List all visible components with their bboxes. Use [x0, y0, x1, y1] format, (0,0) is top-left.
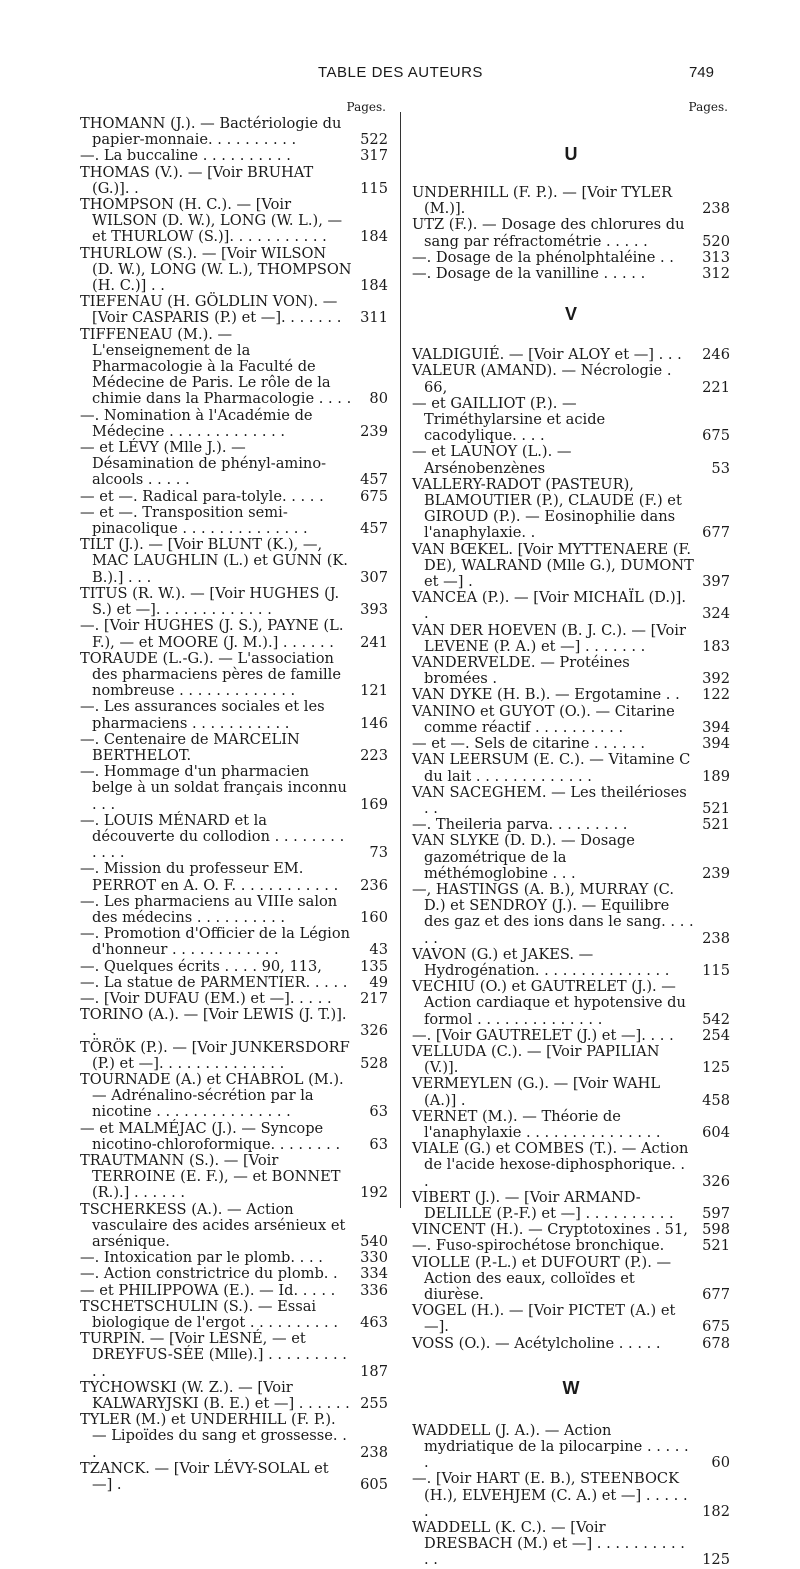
index-entry [80, 537, 388, 586]
index-entry [412, 590, 730, 622]
entry-page: 393 [360, 601, 388, 619]
entry-page: 63 [369, 1135, 388, 1153]
entry-text: —. Fuso-spirochétose bronchique. [412, 1237, 665, 1255]
index-entry [80, 1153, 388, 1202]
entry-text: VIOLLE (P.-L.) et DUFOURT (P.). — Action des eaux, colloïdes et diurèse. [412, 1253, 672, 1303]
entry-page: 326 [360, 1022, 388, 1040]
entry-page: 189 [702, 767, 730, 785]
entry-page: 221 [702, 378, 730, 396]
entry-page: 122 [702, 686, 730, 704]
entry-text: TURPIN. — [Voir LESNÉ, — et DREYFUS-SÉE (Mlle).] . . . . . . . . . . . [80, 1330, 347, 1380]
index-entry [412, 444, 730, 476]
entry-page: 604 [702, 1123, 730, 1141]
entry-text: TZANCK. — [Voir LÉVY-SOLAL et —] . [80, 1459, 329, 1494]
page-number: 749 [688, 64, 714, 81]
index-entry [80, 1040, 388, 1072]
entry-page: 169 [360, 795, 388, 813]
entry-page: 598 [702, 1221, 730, 1239]
index-entry [80, 586, 388, 618]
index-entry [80, 1121, 388, 1153]
entry-text: TIEFENAU (H. GÖLDLIN VON). — [Voir CASPARIS (P.) et —]. . . . . . . [80, 293, 342, 327]
entry-page: 522 [360, 131, 388, 149]
entry-text: —. Theileria parva. . . . . . . . . [412, 816, 628, 834]
index-entry [412, 1520, 730, 1569]
entry-text: TIFFENEAU (M.). — L'enseignement de la Pharmacologie à la Faculté de Médecine de Paris. Le rôle de la chimie dans la Pharmacologie . . . . [80, 325, 352, 408]
entry-page: 146 [360, 714, 388, 732]
index-entry [80, 1283, 388, 1299]
index-entry [412, 687, 730, 703]
entry-page: 677 [702, 524, 730, 542]
entry-text: —. Hommage d'un pharmacien belge à un soldat français inconnu . . . [80, 763, 347, 813]
entry-page: 255 [360, 1395, 388, 1413]
index-entry [412, 1303, 730, 1335]
index-entry [412, 1076, 730, 1108]
index-entry [412, 1238, 730, 1254]
entry-page: 184 [360, 277, 388, 295]
entry-text: TORINO (A.). — [Voir LEWIS (J. T.)]. . [80, 1006, 347, 1040]
entry-text: — et MALMÉJAC (J.). — Syncope nicotino-chloroformique. . . . . . . . [80, 1119, 341, 1153]
index-entry [80, 764, 388, 813]
entry-text: THOMAS (V.). — [Voir BRUHAT (G.)]. . [80, 163, 314, 197]
index-entry [80, 489, 388, 505]
entry-text: TRAUTMANN (S.). — [Voir TERROINE (E. F.), — et BONNET (R.).] . . . . . . [80, 1152, 341, 1202]
entry-text: —. Dosage de la vanilline . . . . . [412, 265, 646, 283]
entry-page: 312 [702, 265, 730, 283]
entry-text: TYLER (M.) et UNDERHILL (F. P.). — Lipoïdes du sang et grossesse. . . [80, 1411, 347, 1461]
index-entry [80, 505, 388, 537]
index-entry [80, 246, 388, 295]
index-entry [412, 785, 730, 817]
entry-text: —. Mission du professeur EM. PERROT en A. O. F. . . . . . . . . . . . [80, 860, 339, 894]
index-entry [412, 1336, 730, 1352]
entry-page: 238 [702, 200, 730, 218]
entry-text: —. LOUIS MÉNARD et la découverte du collodion . . . . . . . . . . . . [80, 811, 345, 862]
entry-page: 463 [360, 1314, 388, 1332]
index-entry [80, 1266, 388, 1282]
entry-text: — et LÉVY (Mlle J.). — Désamination de phényl-amino-alcools . . . . . [80, 439, 327, 489]
entry-page: 678 [702, 1334, 730, 1352]
index-entry [80, 1461, 388, 1493]
entry-text: —. [Voir HUGHES (J. S.), PAYNE (L. F.), — et MOORE (J. M.).] . . . . . . [80, 617, 344, 651]
entry-page: 392 [702, 670, 730, 688]
entry-text: TITUS (R. W.). — [Voir HUGHES (J. S.) et —]. . . . . . . . . . . . . [80, 584, 340, 619]
entry-text: VIBERT (J.). — [Voir ARMAND-DELILLE (P.-F.) et —] . . . . . . . . . . [412, 1188, 674, 1222]
entry-text: TSCHERKESS (A.). — Action vasculaire des acides arsénieux et arsénique. [80, 1200, 346, 1251]
entry-text: VAN DER HOEVEN (B. J. C.). — [Voir LEVENE (P. A.) et —] . . . . . . . [412, 621, 686, 655]
entry-text: THOMANN (J.). — Bactériologie du papier-monnaie. . . . . . . . . . [80, 115, 342, 149]
entry-text: VERMEYLEN (G.). — [Voir WAHL (A.)] . [412, 1075, 661, 1109]
entry-page: 125 [702, 1551, 730, 1569]
entry-page: 520 [702, 232, 730, 250]
entry-text: TILT (J.). — [Voir BLUNT (K.), —, MAC LAUGHLIN (L.) et GUNN (K. B.).] . . . [80, 536, 348, 586]
index-entry [80, 618, 388, 650]
index-entry [80, 1202, 388, 1251]
entry-page: 246 [702, 346, 730, 364]
entry-page: 239 [360, 422, 388, 440]
entry-page: 254 [702, 1026, 730, 1044]
entry-page: 397 [702, 573, 730, 591]
index-entry [80, 165, 388, 197]
pages-label: Pages. [688, 100, 728, 114]
index-entry [80, 1331, 388, 1380]
entry-page: 49 [369, 973, 388, 991]
entry-text: TYCHOWSKI (W. Z.). — [Voir KALWARYJSKI (B. E.) et —] . . . . . . [80, 1378, 350, 1413]
entry-text: UNDERHILL (F. P.). — [Voir TYLER (M.)]. [412, 184, 673, 218]
entry-text: —. Dosage de la phénolphtaléine . . [412, 248, 674, 266]
entry-text: — et —. Radical para-tolyle. . . . . [80, 487, 324, 505]
entry-text: —. Promotion d'Officier de la Légion d'honneur . . . . . . . . . . . . [80, 925, 351, 959]
index-entry [412, 347, 730, 363]
index-entry [412, 185, 730, 217]
entry-page: 53 [711, 459, 730, 477]
entry-page: 187 [360, 1362, 388, 1380]
index-entry [412, 833, 730, 882]
index-entry [412, 1255, 730, 1304]
entry-text: WADDELL (J. A.). — Action mydriatique de la pilocarpine . . . . . . [412, 1421, 689, 1472]
entry-page: 236 [360, 876, 388, 894]
entry-page: 675 [360, 487, 388, 505]
running-title: TABLE DES AUTEURS [318, 64, 483, 81]
entry-page: 63 [369, 1103, 388, 1121]
entry-text: —. [Voir GAUTRELET (J.) et —]. . . . [412, 1026, 674, 1044]
index-entry [80, 699, 388, 731]
entry-page: 192 [360, 1184, 388, 1202]
right-column [412, 98, 730, 1569]
entry-text: TSCHETSCHULIN (S.). — Essai biologique de l'ergot . . . . . . . . . . [80, 1297, 338, 1332]
running-head [0, 64, 800, 84]
index-entry [80, 991, 388, 1007]
entry-text: THURLOW (S.). — [Voir WILSON (D. W.), LONG (W. L.), THOMPSON (H. C.)] . . [80, 244, 352, 295]
index-entry [412, 1471, 730, 1520]
entry-page: 217 [360, 989, 388, 1007]
index-entry [80, 861, 388, 893]
index-entry [412, 752, 730, 784]
entry-page: 239 [702, 864, 730, 882]
entry-text: VAN BŒKEL. [Voir MYTTENAERE (F. DE), WALRAND (Mlle G.), DUMONT et —] . [412, 540, 694, 591]
entry-text: VAVON (G.) et JAKES. — Hydrogénation. . . . . . . . . . . . . . . [412, 945, 670, 979]
entry-page: 324 [702, 605, 730, 623]
entry-text: — et —. Sels de citarine . . . . . . [412, 735, 646, 753]
entry-text: —. Action constrictrice du plomb. . [80, 1265, 338, 1283]
entry-page: 182 [702, 1502, 730, 1520]
entry-page: 336 [360, 1281, 388, 1299]
index-entry [80, 926, 388, 958]
entry-page: 521 [702, 1237, 730, 1255]
entry-page: 241 [360, 633, 388, 651]
entry-page: 60 [711, 1454, 730, 1472]
entry-page: 521 [702, 816, 730, 834]
section-letter: W [562, 1377, 580, 1398]
entry-text: —. Centenaire de MARCELIN BERTHELOT. [80, 730, 300, 764]
entry-text: VAN SACEGHEM. — Les theilérioses . . [412, 783, 687, 817]
index-entry [80, 197, 388, 246]
entry-text: VAN SLYKE (D. D.). — Dosage gazométrique de la méthémoglobine . . . [412, 832, 635, 882]
entry-text: VANDERVELDE. — Protéines bromées . [412, 654, 630, 688]
entry-page: 43 [369, 941, 388, 959]
entry-text: VIALE (G.) et COMBES (T.). — Action de l'acide hexose-diphosphorique. . . [412, 1140, 689, 1190]
entry-page: 307 [360, 568, 388, 586]
index-entry [412, 979, 730, 1028]
entry-page: 677 [702, 1286, 730, 1303]
pages-label: Pages. [346, 100, 386, 114]
index-entry [412, 542, 730, 591]
entry-page: 540 [360, 1233, 388, 1251]
index-entry [412, 704, 730, 736]
entry-page: 675 [702, 427, 730, 445]
index-entry [412, 250, 730, 266]
entry-text: — et PHILIPPOWA (E.). — Id. . . . . [80, 1281, 336, 1299]
entry-page: 334 [360, 1265, 388, 1283]
entry-page: 115 [360, 179, 388, 197]
entry-text: VECHIU (O.) et GAUTRELET (J.). — Action cardiaque et hypotensive du formol . . . . . . . . . . . . . . [412, 978, 686, 1028]
index-entry [80, 1299, 388, 1331]
index-entry [412, 217, 730, 249]
index-entry [412, 477, 730, 542]
index-entry [80, 1380, 388, 1412]
entry-page: 238 [702, 929, 730, 947]
entry-text: —. Quelques écrits . . . . 90, 113, [80, 957, 322, 975]
entry-page: 458 [702, 1091, 730, 1109]
entry-page: 542 [702, 1010, 730, 1028]
entry-page: 521 [702, 799, 730, 817]
index-entry [80, 116, 388, 148]
index-entry [80, 894, 388, 926]
entry-text: THOMPSON (H. C.). — [Voir WILSON (D. W.), LONG (W. L.), — et THURLOW (S.)]. . . . . . . . . . . [80, 196, 343, 246]
index-entry [80, 294, 388, 326]
index-entry [80, 651, 388, 700]
entry-page: 80 [369, 390, 388, 408]
entry-text: TOURNADE (A.) et CHABROL (M.). — Adrénalino-sécrétion par la nicotine . . . . . . . . . . . . . . . [80, 1070, 344, 1121]
index-entry [80, 813, 388, 862]
entry-text: — et —. Transposition semi-pinacolique . . . . . . . . . . . . . . [80, 503, 308, 538]
entry-text: VOSS (O.). — Acétylcholine . . . . . [412, 1334, 661, 1352]
index-entry [412, 1423, 730, 1472]
index-entry [412, 882, 730, 947]
entry-text: VALDIGUIÉ. — [Voir ALOY et —] . . . [412, 346, 682, 364]
entry-page: 457 [360, 520, 388, 538]
index-entry [80, 408, 388, 440]
entry-page: 184 [360, 228, 388, 246]
index-entry [80, 732, 388, 764]
entry-text: VAN DYKE (H. B.). — Ergotamine . . [412, 686, 680, 704]
index-entry [80, 327, 388, 408]
entry-text: VINCENT (H.). — Cryptotoxines . 51, [412, 1221, 688, 1239]
entry-text: —. La statue de PARMENTIER. . . . . [80, 973, 348, 991]
entry-page: 597 [702, 1204, 730, 1222]
index-entry [80, 440, 388, 489]
entry-page: 605 [360, 1476, 388, 1494]
index-entry [412, 655, 730, 687]
entry-text: VALEUR (AMAND). — Nécrologie . 66, [412, 362, 672, 396]
entry-text: TÖRÖK (P.). — [Voir JUNKERSDORF (P.) et —]. . . . . . . . . . . . . . [80, 1038, 350, 1072]
entry-page: 528 [360, 1054, 388, 1072]
index-entry [412, 1141, 730, 1190]
index-entry [80, 1072, 388, 1121]
entry-page: 121 [360, 682, 388, 700]
entry-text: —. Nomination à l'Académie de Médecine . . . . . . . . . . . . . [80, 406, 313, 440]
index-entry [80, 959, 388, 975]
entry-text: VOGEL (H.). — [Voir PICTET (A.) et —]. [412, 1302, 676, 1336]
entry-text: UTZ (F.). — Dosage des chlorures du sang par réfractométrie . . . . . [412, 216, 685, 250]
entry-page: 115 [702, 961, 730, 979]
index-entry [412, 1222, 730, 1238]
entry-page: 394 [702, 718, 730, 736]
entry-page: 183 [702, 637, 730, 655]
entry-page: 326 [702, 1172, 730, 1190]
entry-text: VERNET (M.). — Théorie de l'anaphylaxie . . . . . . . . . . . . . . . [412, 1107, 661, 1141]
entry-page: 317 [360, 147, 388, 165]
entry-page: 675 [702, 1318, 730, 1336]
entry-text: —. Intoxication par le plomb. . . . [80, 1249, 323, 1267]
entry-page: 311 [360, 309, 388, 327]
entry-page: 330 [360, 1249, 388, 1267]
entry-text: WADDELL (K. C.). — [Voir DRESBACH (M.) et —] . . . . . . . . . . . . [412, 1519, 685, 1569]
index-entry [412, 363, 730, 395]
section-letter: V [564, 304, 577, 325]
entry-text: —. Les pharmaciens au VIIIe salon des médecins . . . . . . . . . . [80, 892, 338, 926]
index-entry [80, 1250, 388, 1266]
entry-page: 394 [702, 735, 730, 753]
index-entry [80, 975, 388, 991]
entry-page: 160 [360, 908, 388, 926]
entry-page: 125 [702, 1059, 730, 1077]
entry-page: 238 [360, 1443, 388, 1461]
entry-text: — et GAILLIOT (P.). — Triméthylarsine et acide cacodylique. . . . [412, 394, 606, 445]
entry-text: —. [Voir HART (E. B.), STEENBOCK (H.), ELVEHJEM (C. A.) et —] . . . . . . [412, 1470, 688, 1520]
entry-text: — et LAUNOY (L.). — Arsénobenzènes [412, 443, 572, 477]
entry-text: TORAUDE (L.-G.). — L'association des pharmaciens pères de famille nombreuse . . . . . . . . . . . . . [80, 649, 341, 700]
index-entry [412, 817, 730, 833]
index-entry [412, 1109, 730, 1141]
entry-page: 135 [360, 957, 388, 975]
index-entry [412, 1190, 730, 1222]
entry-text: —, HASTINGS (A. B.), MURRAY (C. D.) et SENDROY (J.). — Equilibre des gaz et des ions dans le sang. . . . . . [412, 880, 694, 947]
section-letter: U [564, 144, 578, 164]
entry-text: VANCEA (P.). — [Voir MICHAÏL (D.)]. . [412, 589, 686, 623]
left-column [80, 98, 388, 1493]
entry-text: —. Les assurances sociales et les pharmaciens . . . . . . . . . . . [80, 698, 325, 732]
index-entry [412, 1044, 730, 1076]
index-entry [80, 1007, 388, 1039]
index-entry [412, 947, 730, 979]
entry-page: 313 [702, 248, 730, 266]
index-entry [412, 736, 730, 752]
index-entry [412, 266, 730, 282]
entry-page: 223 [360, 746, 388, 764]
entry-page: 73 [369, 844, 388, 862]
entry-text: —. [Voir DUFAU (EM.) et —]. . . . . [80, 989, 332, 1007]
entry-page: 457 [360, 471, 388, 489]
index-entry [412, 623, 730, 655]
entry-text: VAN LEERSUM (E. C.). — Vitamine C du lait . . . . . . . . . . . . . [412, 751, 691, 785]
entry-text: VALLERY-RADOT (PASTEUR), BLAMOUTIER (P.), CLAUDE (F.) et GIROUD (P.). — Eosinophilie dans l'anaphylaxie. . [412, 475, 682, 542]
index-entry [412, 396, 730, 445]
entry-text: VELLUDA (C.). — [Voir PAPILIAN (V.)]. [412, 1042, 660, 1077]
index-entry [412, 1028, 730, 1044]
column-divider [400, 112, 401, 1208]
entry-text: —. La buccaline . . . . . . . . . . [80, 147, 291, 165]
entry-text: VANINO et GUYOT (O.). — Citarine comme réactif . . . . . . . . . . [412, 702, 675, 736]
index-entry [80, 1412, 388, 1461]
index-entry [80, 148, 388, 164]
